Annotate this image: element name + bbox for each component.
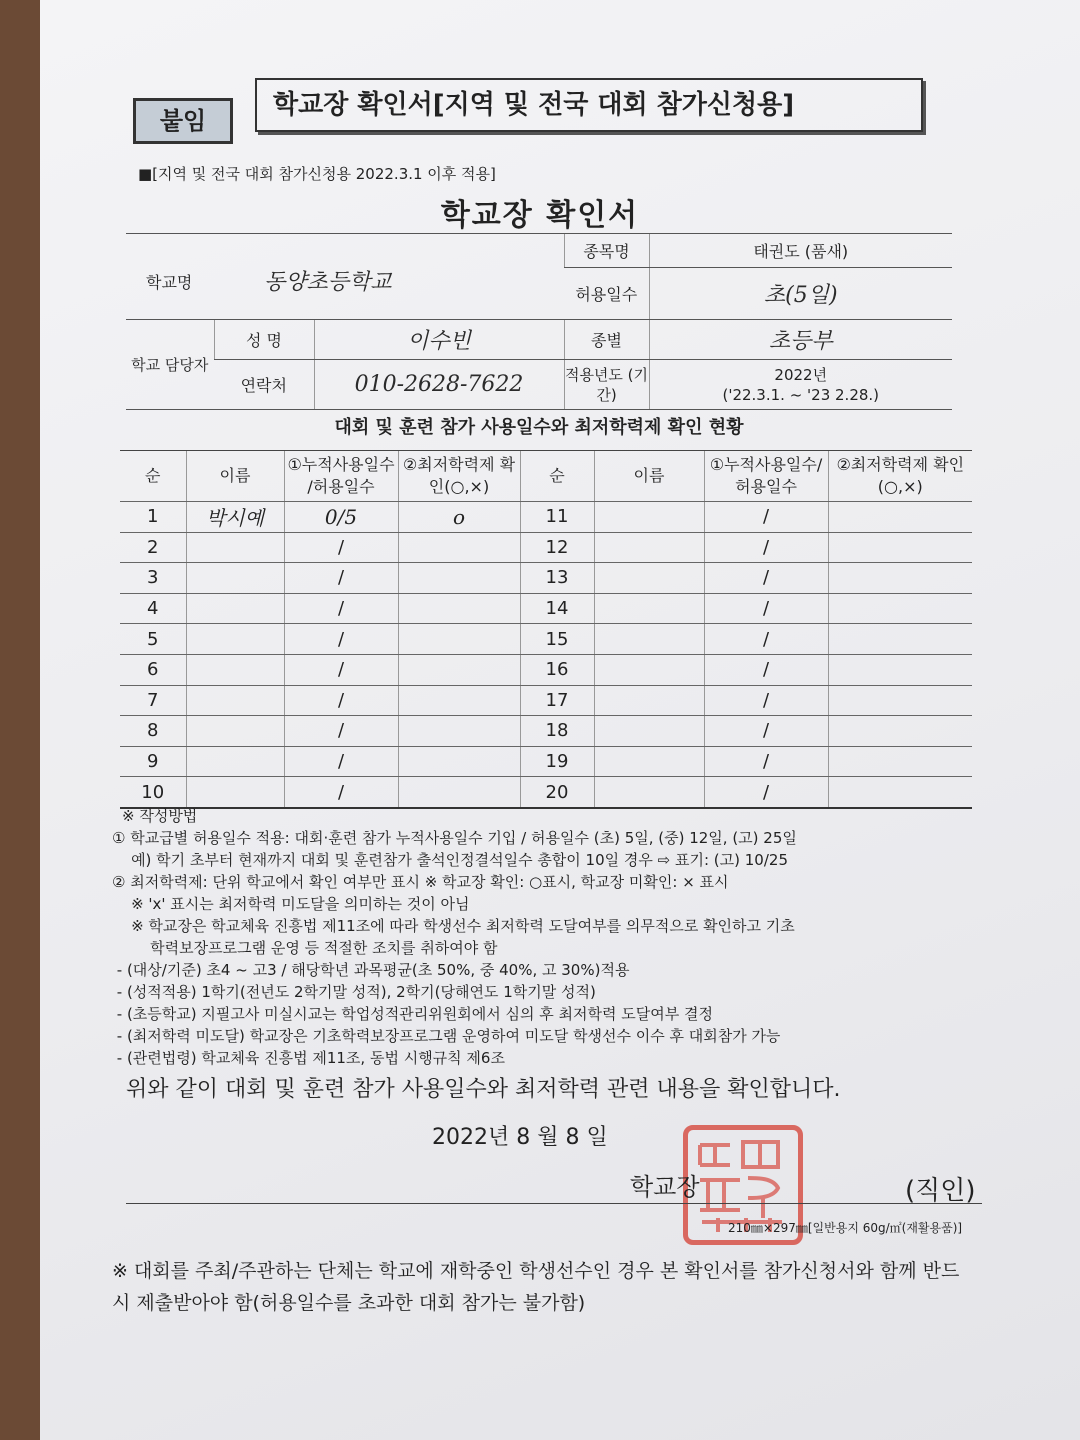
principal-label: 학교장 [630, 1173, 700, 1201]
header-days-right: ①누적사용일수/ 허용일수 [704, 451, 828, 502]
header-days-left: ①누적사용일수 /허용일수 [284, 451, 398, 502]
cell-days-left: / [284, 654, 398, 685]
attachment-label: 붙임 [133, 98, 233, 144]
header-no-right: 순 [520, 451, 594, 502]
year-cell [649, 360, 952, 410]
cell-days-left: / [284, 716, 398, 747]
instruction-line: 예) 학기 초부터 현재까지 대회 및 훈련참가 출석인정결석일수 총합이 10일 경우 ⇨ 표기: (고) 10/25 [112, 851, 788, 869]
person-name-value: 이수빈 [314, 320, 564, 360]
usage-section-title: 대회 및 훈련 참가 사용일수와 최저학력제 확인 현황 [334, 417, 744, 438]
cell-name-left [186, 777, 284, 808]
confirmation-statement: 위와 같이 대회 및 훈련 참가 사용일수와 최저학력 관련 내용을 확인합니다. [126, 1077, 841, 1102]
footer-note: ※ 대회를 주최/주관하는 단체는 학교에 재학중인 학생선수인 경우 본 확인서를 참가신청서와 함께 반드시 제출받아야 함(허용일수를 초과한 대회 참가는 불가함) [112, 1260, 960, 1314]
cell-check-left [398, 563, 520, 594]
cell-days-left: / [284, 746, 398, 777]
instructions [112, 805, 982, 1069]
cell-no-right: 18 [520, 716, 594, 747]
seal-label: (직인) [905, 1176, 976, 1206]
cell-no-left: 7 [120, 685, 186, 716]
cell-days-left: / [284, 685, 398, 716]
cell-check-left [398, 654, 520, 685]
cell-check-left [398, 624, 520, 655]
cell-days-right: / [704, 746, 828, 777]
phone-value: 010-2628-7622 [314, 360, 564, 410]
cell-days-right: / [704, 563, 828, 594]
instruction-line: - (최저학력 미도달) 학교장은 기초학력보장프로그램 운영하여 미도달 학생선수 이수 후 대회참가 가능 [112, 1027, 781, 1045]
table-row [120, 716, 972, 747]
cell-check-left [398, 777, 520, 808]
instruction-line: - (성적적용) 1학기(전년도 2학기말 성적), 2학기(당해연도 1학기말 성적) [112, 983, 596, 1001]
cell-check-right [828, 746, 972, 777]
cell-name-right [594, 746, 704, 777]
cell-check-left [398, 716, 520, 747]
instruction-line: ② 최저학력제: 단위 학교에서 확인 여부만 표시 ※ 학교장 확인: ○표시, 학교장 미확인: × 표시 [112, 873, 729, 891]
cell-check-left [398, 685, 520, 716]
cell-days-left: / [284, 563, 398, 594]
school-info-table [126, 233, 952, 410]
cell-name-left [186, 532, 284, 563]
table-row [120, 593, 972, 624]
cell-no-right: 11 [520, 502, 594, 533]
school-name-cell [126, 234, 564, 320]
cell-days-right: / [704, 777, 828, 808]
cell-days-right: / [704, 502, 828, 533]
instructions-lines [112, 827, 982, 1069]
cell-name-right [594, 502, 704, 533]
cell-name-left [186, 716, 284, 747]
cell-no-left: 3 [120, 563, 186, 594]
cell-check-right [828, 777, 972, 808]
cell-name-right [594, 624, 704, 655]
cell-check-right [828, 685, 972, 716]
cell-check-left [398, 746, 520, 777]
document-title: 학교장 확인서 [440, 198, 640, 233]
cell-name-right [594, 685, 704, 716]
cell-check-right [828, 624, 972, 655]
cell-name-left: 박시예 [186, 502, 284, 533]
cell-check-left: o [398, 502, 520, 533]
cell-no-left: 4 [120, 593, 186, 624]
cell-name-left [186, 746, 284, 777]
year-label: 적용년도 (기간) [564, 360, 649, 410]
cell-check-right [828, 532, 972, 563]
cell-check-left [398, 532, 520, 563]
header-name-right: 이름 [594, 451, 704, 502]
cell-no-left: 10 [120, 777, 186, 808]
person-name-label: 성 명 [214, 320, 314, 360]
cell-name-left [186, 654, 284, 685]
cell-no-right: 13 [520, 563, 594, 594]
cell-days-right: / [704, 654, 828, 685]
cell-name-left [186, 685, 284, 716]
document-header [133, 78, 923, 146]
school-name-label: 학교명 [146, 273, 193, 292]
cell-name-right [594, 532, 704, 563]
cell-no-right: 15 [520, 624, 594, 655]
instruction-line: - (관련법령) 학교체육 진흥법 제11조, 동법 시행규칙 제6조 [112, 1049, 505, 1067]
cell-name-left [186, 593, 284, 624]
cell-name-right [594, 716, 704, 747]
cell-days-left: / [284, 532, 398, 563]
category-label: 종별 [564, 320, 649, 360]
table-row [120, 624, 972, 655]
cell-no-left: 5 [120, 624, 186, 655]
sport-value: 태권도 (품새) [649, 234, 952, 268]
table-row [120, 746, 972, 777]
phone-label: 연락처 [214, 360, 314, 410]
allowed-days-label: 허용일수 [564, 268, 649, 320]
cell-no-right: 20 [520, 777, 594, 808]
cell-days-left: 0/5 [284, 502, 398, 533]
school-name-value: 동양초등학교 [264, 270, 392, 295]
cell-check-right [828, 563, 972, 594]
sport-label: 종목명 [564, 234, 649, 268]
header-name-left: 이름 [186, 451, 284, 502]
table-row [120, 563, 972, 594]
instruction-line: ※ 학교장은 학교체육 진흥법 제11조에 따라 학생선수 최저학력 도달여부를 의무적으로 확인하고 기초 [112, 917, 795, 935]
table-row [120, 685, 972, 716]
cell-name-right [594, 777, 704, 808]
header-academic-right: ②최저학력제 확인(○,×) [828, 451, 972, 502]
usage-table-body [120, 502, 972, 808]
cell-check-right [828, 593, 972, 624]
applicability-note: ■[지역 및 전국 대회 참가신청용 2022.3.1 이후 적용] [138, 165, 496, 183]
cell-days-right: / [704, 532, 828, 563]
cell-name-right [594, 654, 704, 685]
cell-days-right: / [704, 624, 828, 655]
paper-spec: 210㎜×297㎜[일반용지 60g/㎡(재활용품)] [728, 1221, 963, 1235]
instruction-line: ※ 'x' 표시는 최저학력 미도달을 의미하는 것이 아님 [112, 895, 470, 913]
cell-name-left [186, 624, 284, 655]
instruction-line: - (초등학교) 지필고사 미실시교는 학업성적관리위원회에서 심의 후 최저학력 도달여부 결정 [112, 1005, 713, 1023]
cell-days-left: / [284, 593, 398, 624]
header-title: 학교장 확인서[지역 및 전국 대회 참가신청용] [255, 78, 923, 132]
contact-person-label: 학교 담당자 [126, 320, 214, 410]
cell-check-right [828, 502, 972, 533]
instruction-line: ① 학교급별 허용일수 적용: 대회·훈련 참가 누적사용일수 기입 / 허용일수 (초) 5일, (중) 12일, (고) 25일 [112, 829, 797, 847]
cell-no-left: 8 [120, 716, 186, 747]
confirmation-date: 2022년 8 월 8 일 [432, 1125, 608, 1150]
cell-days-right: / [704, 685, 828, 716]
table-row [120, 532, 972, 563]
signature-divider [126, 1203, 982, 1204]
cell-no-left: 9 [120, 746, 186, 777]
cell-name-right [594, 593, 704, 624]
cell-no-right: 16 [520, 654, 594, 685]
table-row [120, 502, 972, 533]
usage-table [120, 450, 972, 809]
instruction-line: - (대상/기준) 초4 ~ 고3 / 해당학년 과목평균(초 50%, 중 40%, 고 30%)적용 [112, 961, 630, 979]
cell-check-left [398, 593, 520, 624]
header-no-left: 순 [120, 451, 186, 502]
header-academic-left: ②최저학력제 확인(○,×) [398, 451, 520, 502]
cell-no-left: 6 [120, 654, 186, 685]
table-row [120, 777, 972, 808]
year-value: 2022년 [774, 365, 828, 384]
cell-no-left: 1 [120, 502, 186, 533]
category-value: 초등부 [649, 320, 952, 360]
cell-check-right [828, 654, 972, 685]
cell-no-left: 2 [120, 532, 186, 563]
cell-days-right: / [704, 593, 828, 624]
instructions-heading: ※ 작성방법 [122, 807, 198, 825]
cell-no-right: 19 [520, 746, 594, 777]
table-row [120, 654, 972, 685]
allowed-days-value: 초(5일) [649, 268, 952, 320]
cell-name-right [594, 563, 704, 594]
instruction-line: 학력보장프로그램 운영 등 적절한 조치를 취하여야 함 [112, 939, 498, 957]
period-value: ('22.3.1. ~ '23 2.28.) [722, 385, 880, 404]
cell-days-left: / [284, 624, 398, 655]
cell-days-right: / [704, 716, 828, 747]
cell-no-right: 17 [520, 685, 594, 716]
cell-days-left: / [284, 777, 398, 808]
cell-check-right [828, 716, 972, 747]
cell-name-left [186, 563, 284, 594]
cell-no-right: 12 [520, 532, 594, 563]
cell-no-right: 14 [520, 593, 594, 624]
